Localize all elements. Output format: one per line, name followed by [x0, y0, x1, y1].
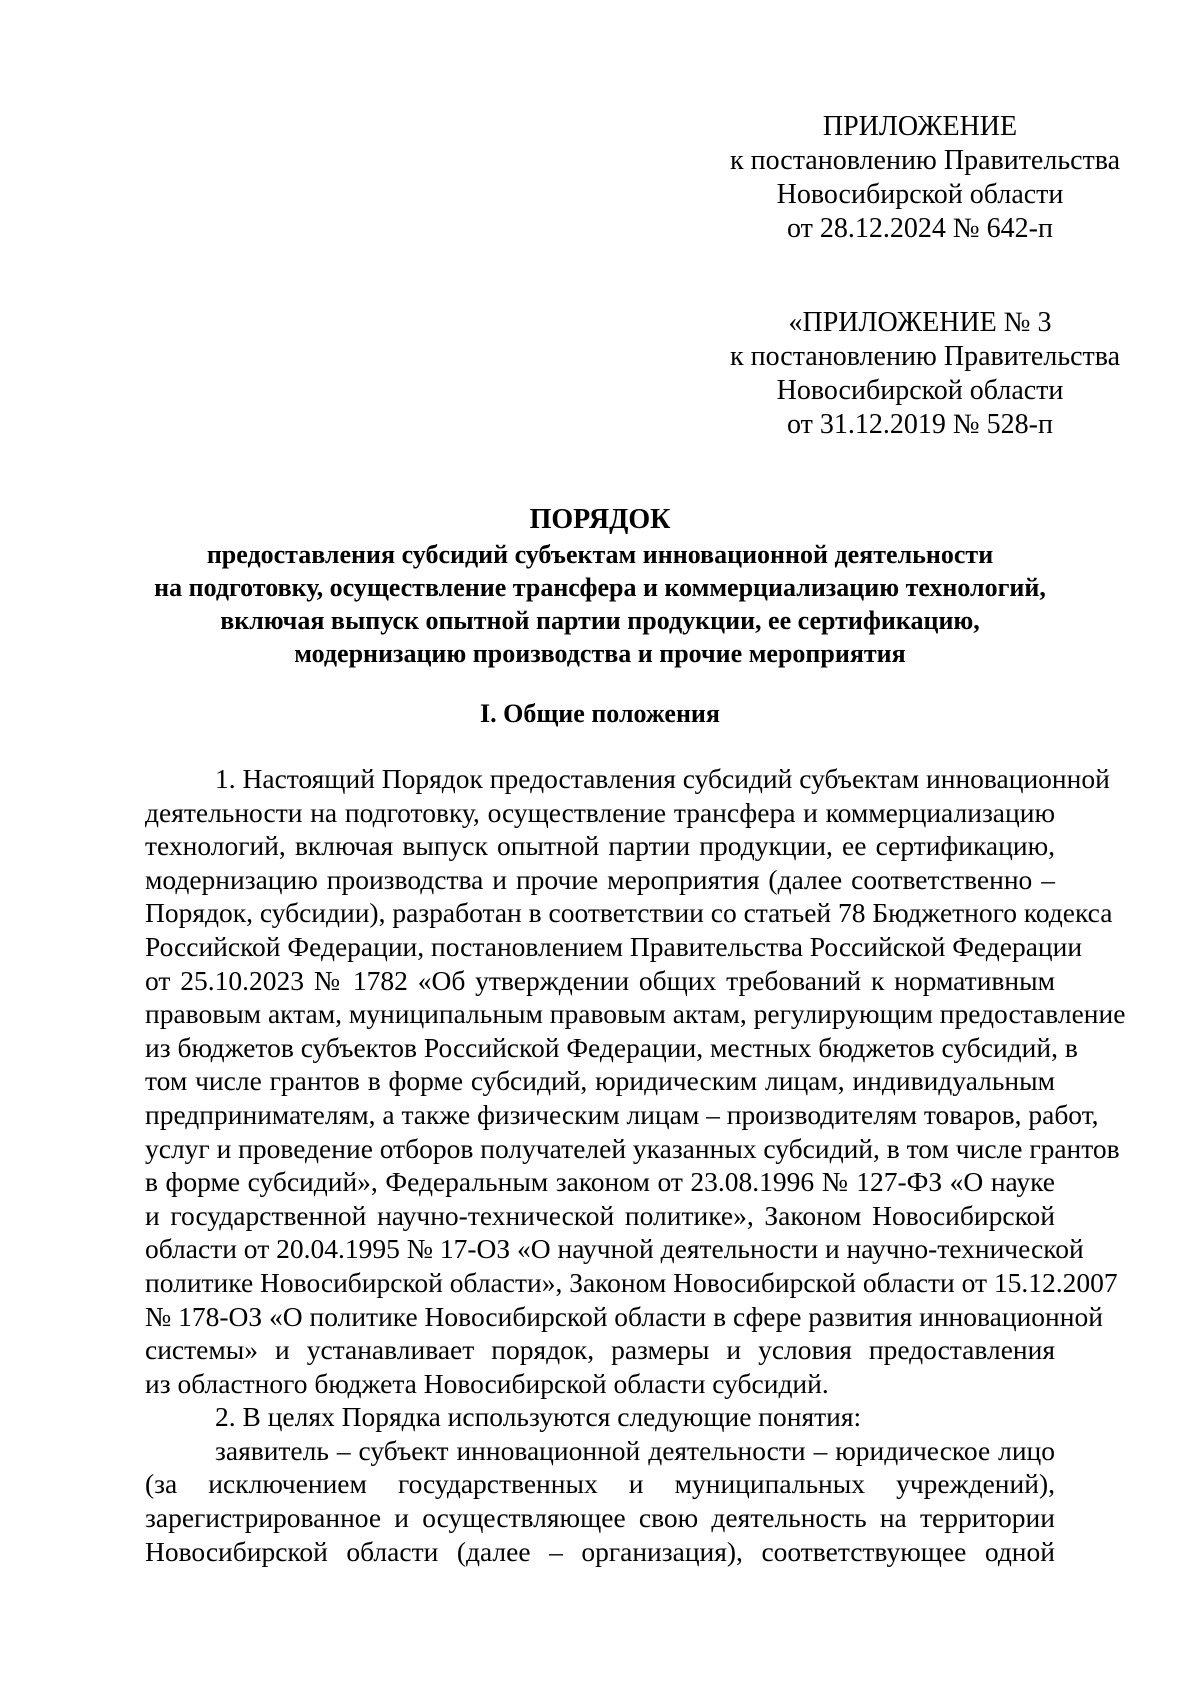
- text-line: от 25.10.2023 № 1782 «Об утверждении общих требований к нормативным: [145, 964, 1055, 996]
- text-line: из бюджетов субъектов Российской Федерации, местных бюджетов субсидий, в: [145, 1031, 1078, 1063]
- text-line: (за исключением государственных и муниципальных учреждений),: [145, 1468, 1055, 1500]
- text-line: и государственной научно-технической политике», Законом Новосибирской: [145, 1199, 1055, 1231]
- paragraph-1: [145, 762, 1126, 1400]
- text-line: в форме субсидий», Федеральным законом от 23.08.1996 № 127-ФЗ «О науке: [145, 1166, 1055, 1198]
- title-line: предоставления субсидий субъектам инновационной деятельности: [206, 540, 994, 569]
- text-line: системы» и устанавливает порядок, размеры и условия предоставления: [145, 1334, 1055, 1366]
- text-line: правовым актам, муниципальным правовым актам, регулирующим предоставление: [145, 998, 1126, 1030]
- section-heading: I. Общие положения: [480, 699, 720, 728]
- text-line: технологий, включая выпуск опытной партии продукции, ее сертификацию,: [145, 830, 1055, 862]
- appendix-date-number: от 31.12.2019 № 528-п: [787, 409, 1053, 440]
- text-line: заявитель – субъект инновационной деятельности – юридическое лицо: [215, 1434, 1055, 1466]
- text-line: Российской Федерации, постановлением Правительства Российской Федерации: [145, 930, 1083, 962]
- paragraph-3: [145, 1434, 1055, 1568]
- text-line: услуг и проведение отборов получателей указанных субсидий, в том числе грантов: [145, 1132, 1120, 1164]
- text-line: 2. В целях Порядка используются следующие понятия:: [215, 1401, 862, 1433]
- text-line: области от 20.04.1995 № 17-ОЗ «О научной деятельности и научно-технической: [145, 1233, 1084, 1265]
- text-line: из областного бюджета Новосибирской области субсидий.: [145, 1367, 829, 1399]
- body-text: [145, 762, 1126, 1568]
- appendix-date-number: от 28.12.2024 № 642-п: [787, 213, 1053, 244]
- paragraph-2: [145, 1400, 1055, 1434]
- appendix-title: «ПРИЛОЖЕНИЕ № 3: [788, 307, 1052, 338]
- text-line: Новосибирской области (далее – организация), соответствующее одной: [145, 1535, 1055, 1567]
- text-line: модернизацию производства и прочие мероприятия (далее соответственно –: [145, 863, 1055, 895]
- appendix-header: [730, 110, 1121, 246]
- appendix-header-quoted: [730, 306, 1121, 442]
- text-line: политике Новосибирской области», Законом Новосибирской области от 15.12.2007: [145, 1266, 1118, 1298]
- title-main: ПОРЯДОК: [529, 504, 671, 535]
- text-line: Порядок, субсидии), разработан в соответствии со статьей 78 Бюджетного кодекса: [145, 897, 1113, 929]
- title-line: на подготовку, осуществление трансфера и коммерциализацию технологий,: [154, 573, 1046, 602]
- title-line: включая выпуск опытной партии продукции, ее сертификацию,: [220, 606, 980, 635]
- text-line: 1. Настоящий Порядок предоставления субсидий субъектам инновационной: [215, 763, 1110, 794]
- text-line: том числе грантов в форме субсидий, юридическим лицам, индивидуальным: [145, 1065, 1055, 1097]
- appendix-line: Новосибирской области: [776, 375, 1064, 406]
- appendix-line: к постановлению Правительства: [730, 145, 1121, 176]
- document-title: [140, 503, 1060, 670]
- text-line: деятельности на подготовку, осуществление трансфера и коммерциализацию: [145, 796, 1055, 828]
- appendix-line: к постановлению Правительства: [730, 341, 1121, 372]
- text-line: предпринимателям, а также физическим лицам – производителям товаров, работ,: [145, 1098, 1099, 1130]
- appendix-line: Новосибирской области: [776, 179, 1064, 210]
- title-line: модернизацию производства и прочие мероприятия: [294, 639, 906, 668]
- appendix-title: ПРИЛОЖЕНИЕ: [822, 111, 1018, 142]
- text-line: зарегистрированное и осуществляющее свою деятельность на территории: [145, 1502, 1055, 1534]
- text-line: № 178-ОЗ «О политике Новосибирской области в сфере развития инновационной: [145, 1300, 1103, 1332]
